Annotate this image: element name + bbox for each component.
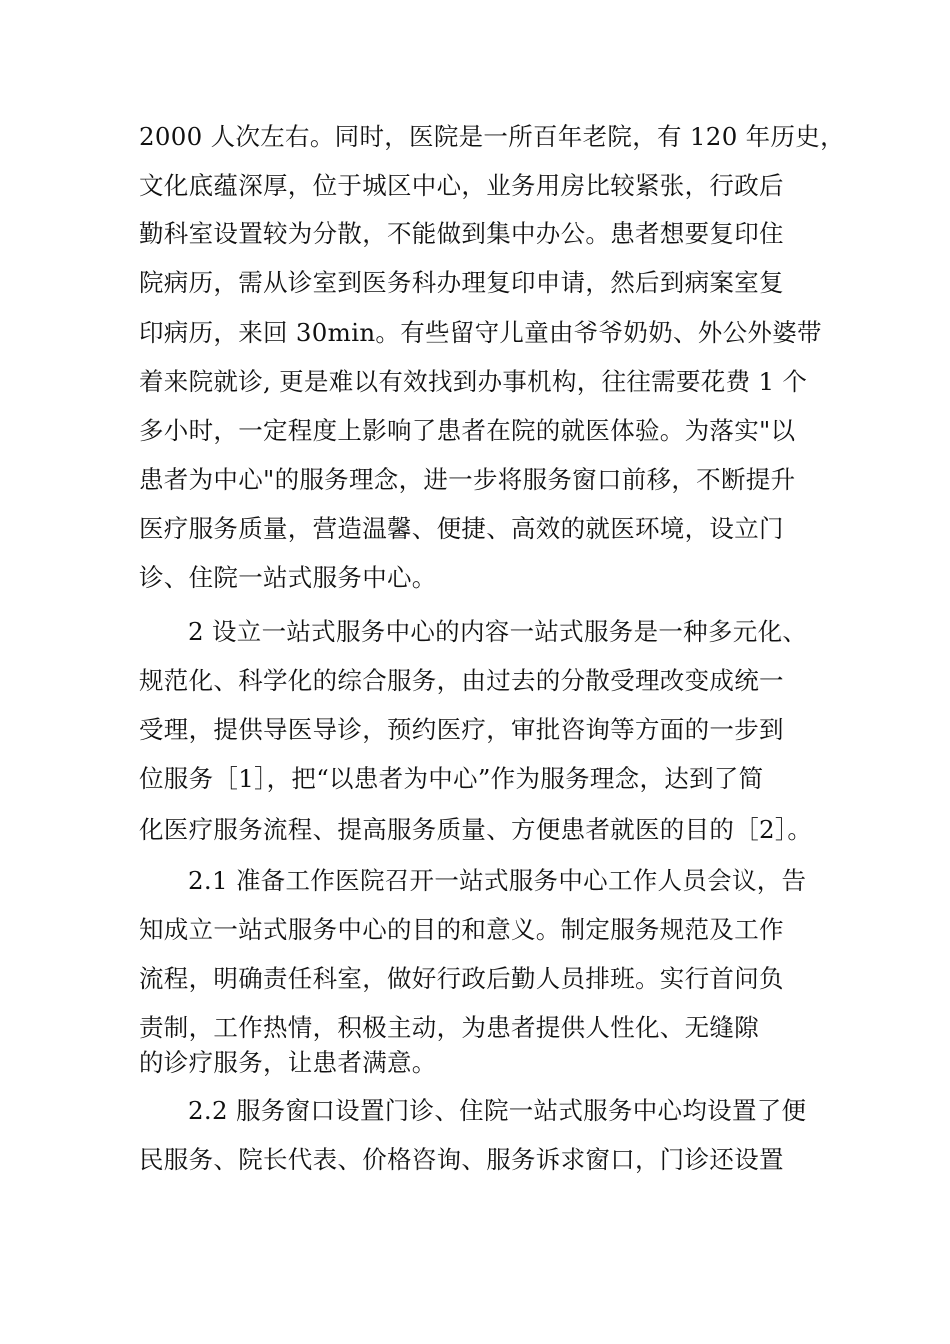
text-line: 医疗服务质量，营造温馨、便捷、高效的就医环境，设立门: [139, 514, 784, 543]
text-line: 的诊疗服务，让患者满意。: [139, 1048, 437, 1077]
text-line: 受理，提供导医导诊，预约医疗，审批咨询等方面的一步到: [139, 715, 784, 744]
text-line: 责制，工作热情，积极主动，为患者提供人性化、无缝隙: [139, 1013, 759, 1042]
subsection-heading-line: 2.1 准备工作医院召开一站式服务中心工作人员会议，告: [188, 866, 807, 895]
text-line: 位服务［1］，把“以患者为中心”作为服务理念，达到了简: [139, 764, 764, 793]
text-line: 院病历，需从诊室到医务科办理复印申请，然后到病案室复: [139, 268, 784, 297]
subsection-heading-line: 2.2 服务窗口设置门诊、住院一站式服务中心均设置了便: [188, 1096, 807, 1125]
text-line: 规范化、科学化的综合服务，由过去的分散受理改变成统一: [139, 666, 784, 695]
text-line: 诊、住院一站式服务中心。: [139, 563, 437, 592]
text-line: 知成立一站式服务中心的目的和意义。制定服务规范及工作: [139, 915, 784, 944]
text-line: 流程，明确责任科室，做好行政后勤人员排班。实行首问负: [139, 964, 784, 993]
text-line: 患者为中心"的服务理念，进一步将服务窗口前移，不断提升: [139, 465, 796, 494]
text-line: 勤科室设置较为分散，不能做到集中办公。患者想要复印住: [139, 219, 784, 248]
text-line: 民服务、院长代表、价格咨询、服务诉求窗口，门诊还设置: [139, 1145, 784, 1174]
text-line: 多小时，一定程度上影响了患者在院的就医体验。为落实"以: [139, 416, 796, 445]
text-line: 着来院就诊, 更是难以有效找到办事机构，往往需要花费 1 个: [139, 367, 808, 396]
text-line: 印病历，来回 30min。有些留守儿童由爷爷奶奶、外公外婆带: [139, 318, 822, 347]
text-line: 2000 人次左右。同时，医院是一所百年老院，有 120 年历史，: [139, 122, 845, 151]
text-line: 化医疗服务流程、提高服务质量、方便患者就医的目的［2］。: [139, 815, 813, 844]
section-heading-line: 2 设立一站式服务中心的内容一站式服务是一种多元化、: [188, 617, 808, 646]
text-line: 文化底蕴深厚，位于城区中心，业务用房比较紧张，行政后: [139, 171, 784, 200]
